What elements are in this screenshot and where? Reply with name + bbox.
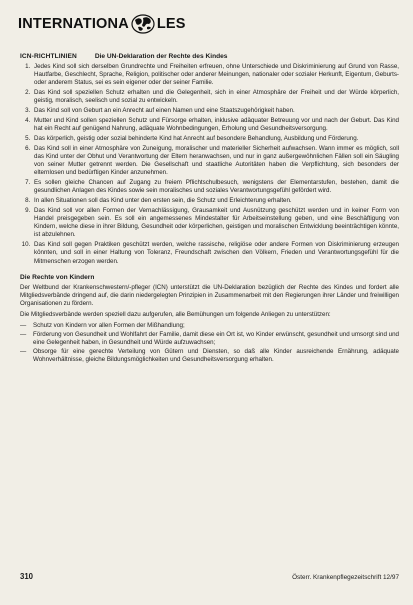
article-item: 1. Jedes Kind soll sich derselben Grundrechte und Freiheiten erfreuen, ohne Unterschiede und Diskriminierung auf Grund von Rasse, Hautfarbe, Geschlecht, Sprache, Religion, politischer oder anderer Meinungen, nationaler oder sozialer Herkunft, Eigentum, Geburts- oder anderem Status, sei es sein eigener oder der seiner Familie.: [32, 63, 399, 87]
article-item: 7. Es sollen gleiche Chancen auf Zugang zu freiem Pflichtschulbesuch, wenigstens der Elementarstufen, bestehen, damit die gesundlichen Anlagen des Kindes sowie sein moralisches und soziales Verantwortungsgefühl gefördert wird.: [32, 179, 399, 195]
article-item: 9. Das Kind soll vor allen Formen der Vernachlässigung, Grausamkeit und Ausnützung geschützt werden und in keiner Form von Handel preisgegeben sein. Es soll ein angemessenes Mindestalter für Arbeitseinstellung geben, und eine Beschäftigung von Kindern, welche diese in ihrer Bildung, Gesundheit oder körperlichen, geistigen und moralischen Entwicklung beeinträchtigen könnte, ist abzulehnen.: [32, 207, 399, 240]
document-title-row: [20, 52, 399, 61]
rights-list-item: — Schutz von Kindern vor allen Formen der Mißhandlung;: [33, 322, 399, 330]
article-item: 2. Das Kind soll speziellen Schutz erhalten und die Gelegenheit, sich in einer Atmosphäre der Freiheit und der Würde körperlich, geistig, moralisch, seelisch und sozial zu entwickeln.: [32, 89, 399, 105]
article-item: 6. Das Kind soll in einer Atmosphäre von Zuneigung, moralischer und materieller Sicherheit aufwachsen. Wann immer es möglich, soll das Kind unter der Obhut und Verantwortung der Eltern heranwachsen, und nur in ganz außergewöhnlichen Fällen soll ein Säugling von seiner Mutter getrennt werden. Die Gesellschaft und staatliche Autoritäten haben die Verpflichtung, sich besonders der elternlosen und bedürftigen Kinder anzunehmen.: [32, 145, 399, 178]
header-word-right: LES: [156, 16, 186, 32]
article-item: 5. Das körperlich, geistig oder sozial behinderte Kind hat Anrecht auf besondere Behandlung, Ausbildung und Förderung.: [32, 135, 399, 143]
rights-list-item: — Förderung von Gesundheit und Wohlfahrt der Familie, damit diese ein Ort ist, wo Kinder erwünscht, gesundheit und umsorgt sind und eine Gelegenheit haben, in Gesundheit und Würde aufzuwachsen;: [33, 331, 399, 347]
page-footer: [20, 572, 399, 582]
rights-list: [20, 322, 399, 364]
article-item: 10. Das Kind soll gegen Praktiken geschützt werden, welche rassische, religiöse oder andere Formen von Diskriminierung erzeugen könnten, und soll in einer Haltung von Toleranz, Freundschaft zwischen den Völkern, Frieden und Verantwortungsgefühl für die Mitmenschen erzogen werden.: [32, 241, 399, 265]
header-word-left: INTERNATIONA: [18, 16, 129, 32]
article-item: 8. In allen Situationen soll das Kind unter den ersten sein, die Schutz und Erleichterung erhalten.: [32, 197, 399, 205]
rights-paragraph-1: Der Weltbund der Krankenschwestern/-pfleger (ICN) unterstützt die UN-Deklaration bezüglich der Rechte des Kindes und fordert alle Mitgliedsverbände dringend auf, die darin niedergelegten Prinzipien in Zusammenarbeit mit den Regierungen ihrer Länder und freiwilligen Organisationen zu fördern.: [20, 283, 399, 308]
article-item: 4. Mutter und Kind sollen speziellen Schutz und Fürsorge erhalten, inklusive adäquater Betreuung vor und nach der Geburt. Das Kind hat ein Recht auf genügend Nahrung, adäquate Wohnbedingungen, Erholung und Gesundheitsversorgung.: [32, 117, 399, 133]
journal-name: Österr. Krankenpflegezeitschrift 12/97: [292, 574, 399, 581]
rights-heading: Die Rechte von Kindern: [20, 273, 95, 281]
document-title: Die UN-Deklaration der Rechte des Kindes: [94, 53, 228, 60]
section-code: ICN-RICHTLINIEN: [20, 53, 77, 60]
globe-icon: [131, 14, 155, 34]
page-number: 310: [20, 572, 34, 581]
rights-list-item: — Obsorge für eine gerechte Verteilung von Gütern und Diensten, so daß alle Kinder ausreichende Ernährung, adäquate Wohnverhältnisse, gleiche Bildungsmöglichkeiten und Gesundheitsversorgung erhalten.: [33, 348, 399, 364]
rights-paragraph-2: Die Mitgliedsverbände werden speziell dazu aufgerufen, alle Bemühungen um folgende Anliegen zu unterstützen:: [20, 311, 331, 319]
section-header: [18, 10, 399, 38]
article-item: 3. Das Kind soll von Geburt an ein Anrecht auf einen Namen und eine Staatszugehörigkeit haben.: [32, 107, 399, 115]
articles-list: [20, 63, 399, 266]
